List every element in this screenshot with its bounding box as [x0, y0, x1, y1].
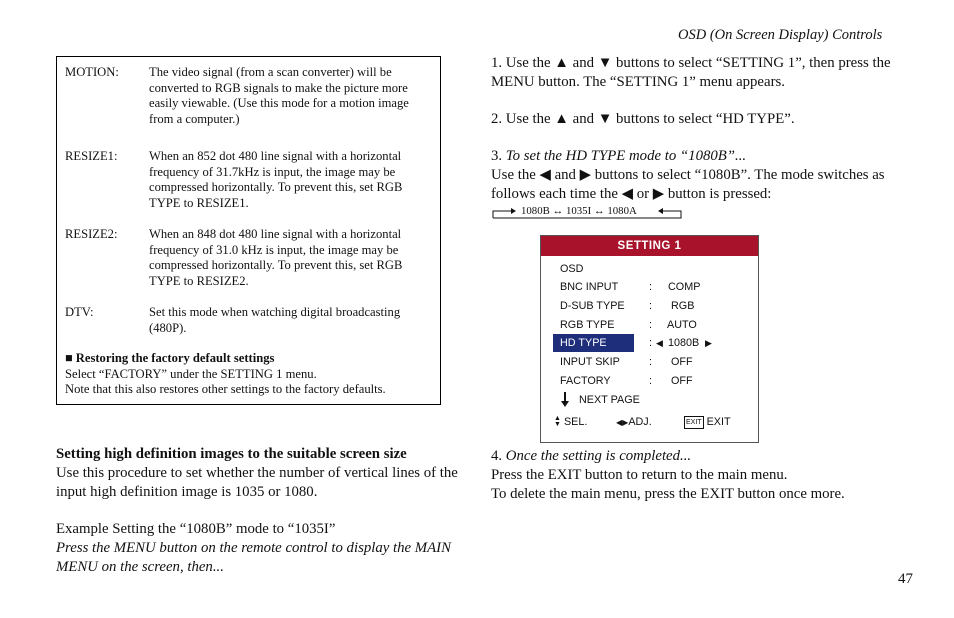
osd-row-value: AUTO [667, 319, 697, 331]
step-line: Press the EXIT button to return to the main menu. [491, 467, 788, 483]
term-name: MOTION: [65, 65, 119, 79]
step-title: To set the HD TYPE mode to “1080B”... [505, 148, 747, 164]
osd-row-value: 1080B [668, 337, 700, 349]
osd-row-label: D-SUB TYPE [560, 300, 625, 312]
osd-row-colon: : [649, 375, 652, 387]
term-name: DTV: [65, 305, 94, 319]
step-number: 4. [491, 448, 506, 464]
term-name: RESIZE1: [65, 149, 118, 163]
restore-line: Select “FACTORY” under the SETTING 1 menu. [65, 366, 317, 381]
restore-section [65, 351, 435, 398]
osd-row-colon: : [649, 300, 652, 312]
osd-sel-hint [554, 416, 587, 428]
osd-row-hd-type[interactable] [553, 334, 753, 352]
exit-button-icon: EXIT [684, 416, 704, 429]
osd-row-colon: : [649, 337, 652, 349]
restore-heading: ■ Restoring the factory default settings [65, 351, 275, 365]
osd-row-input-skip[interactable] [553, 353, 753, 371]
instruction-line: Press the MENU button on the remote control to display the MAIN MENU on the screen, then... [56, 540, 451, 575]
left-arrow-icon[interactable]: ◀ [656, 338, 663, 348]
osd-row-colon: : [649, 319, 652, 331]
osd-adj-hint [616, 416, 652, 428]
term-description: Set this mode when watching digital broadcasting (480P). [149, 305, 401, 335]
term-resize2 [57, 227, 440, 291]
term-dtv [57, 305, 440, 339]
right-arrow-icon[interactable]: ▶ [705, 338, 712, 348]
osd-row-value: OFF [671, 375, 693, 387]
term-name: RESIZE2: [65, 227, 118, 241]
step-body: Use the ◀ and ▶ buttons to select “1080B”. The mode switches as follows each time the ◀ or ▶ button is pressed: [491, 167, 885, 202]
step-4 [491, 447, 903, 504]
osd-row-dsub-type[interactable] [553, 297, 753, 315]
term-description: The video signal (from a scan converter) will be converted to RGB signals to make the picture more easily viewable. (Use this mode for a motion image from a computer.) [149, 65, 409, 126]
sel-label: SEL. [563, 416, 588, 428]
setting1-osd-menu [540, 235, 759, 443]
term-description: When an 848 dot 480 line signal with a horizontal frequency of 31.0 kHz is input, the image may be compressed horizontally. To prevent this, set RGB TYPE to RESIZE2. [149, 227, 403, 288]
left-right-arrow-icon: ◀▶ [616, 418, 629, 427]
osd-row-label: BNC INPUT [560, 281, 619, 293]
page-header: OSD (On Screen Display) Controls [678, 27, 883, 43]
osd-row-label: RGB TYPE [560, 319, 615, 331]
step-2: 2. Use the ▲ and ▼ buttons to select “HD TYPE”. [491, 111, 795, 127]
osd-row-factory[interactable] [553, 372, 753, 390]
osd-row-colon: : [649, 356, 652, 368]
osd-row-label: FACTORY [560, 375, 611, 387]
osd-row-colon: : [649, 281, 652, 293]
term-motion [57, 65, 440, 129]
osd-title-bar: SETTING 1 [541, 236, 758, 256]
mode-cycle-diagram [491, 202, 685, 228]
step-1: 1. Use the ▲ and ▼ buttons to select “SETTING 1”, then press the MENU button. The “SETTING 1” menu appears. [491, 55, 891, 90]
step-number: 3. [491, 148, 506, 164]
section-intro: Use this procedure to set whether the number of vertical lines of the input high definition image is 1035 or 1080. [56, 465, 458, 500]
osd-row-label: HD TYPE [553, 334, 634, 352]
rgb-type-definitions-box [56, 56, 441, 405]
osd-next-page[interactable] [553, 391, 753, 409]
cycle-text: 1080B ↔ 1035I ↔ 1080A [521, 205, 637, 217]
up-down-arrow-icon: ▲ ▼ [554, 415, 561, 428]
osd-row-label: OSD [560, 263, 584, 275]
osd-row-osd[interactable] [553, 260, 753, 278]
procedure-section [56, 445, 461, 577]
down-arrow-icon [561, 392, 569, 408]
page-number: 47 [898, 571, 913, 587]
exit-label: EXIT [706, 416, 731, 428]
step-3 [491, 147, 903, 204]
section-heading: Setting high definition images to the suitable screen size [56, 446, 407, 462]
osd-row-value: OFF [671, 356, 693, 368]
restore-line: Note that this also restores other settings to the factory defaults. [65, 382, 386, 396]
term-resize1 [57, 149, 440, 213]
term-description: When an 852 dot 480 line signal with a horizontal frequency of 31.7kHz is input, the image may be compressed horizontally. To prevent this, set RGB TYPE to RESIZE1. [149, 149, 403, 210]
step-line: To delete the main menu, press the EXIT button once more. [491, 486, 845, 502]
osd-row-bnc-input[interactable] [553, 278, 753, 296]
osd-row-label: INPUT SKIP [560, 356, 620, 368]
adj-label: ADJ. [628, 416, 652, 428]
step-title: Once the setting is completed... [505, 448, 692, 464]
osd-row-value: COMP [668, 281, 701, 293]
next-page-label: NEXT PAGE [579, 394, 640, 406]
example-line: Example Setting the “1080B” mode to “1035I” [56, 521, 336, 537]
osd-exit-hint [684, 416, 731, 429]
osd-row-value: RGB [671, 300, 695, 312]
osd-row-rgb-type[interactable] [553, 316, 753, 334]
